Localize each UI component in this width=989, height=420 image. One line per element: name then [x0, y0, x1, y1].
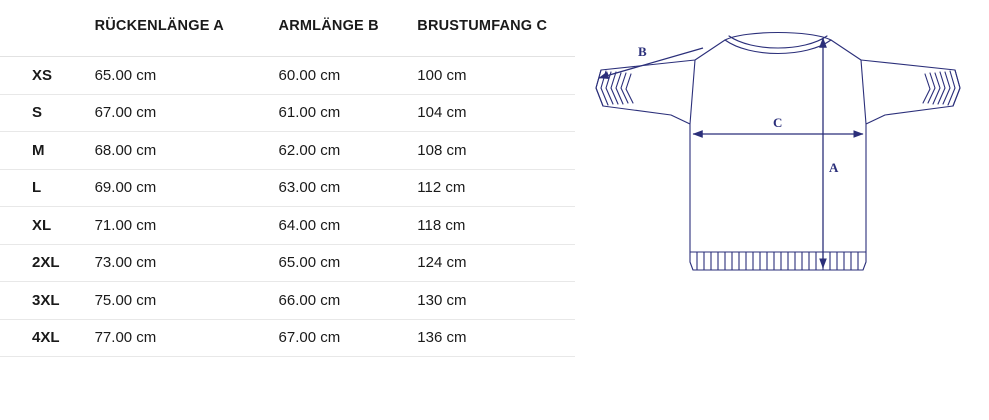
- cell-chest: 136 cm: [417, 319, 575, 357]
- cell-back-length: 71.00 cm: [95, 207, 279, 245]
- cell-size: XS: [0, 57, 95, 95]
- cell-back-length: 67.00 cm: [95, 94, 279, 132]
- cell-sleeve-length: 62.00 cm: [279, 132, 418, 170]
- table-row: [0, 282, 575, 320]
- table-row: [0, 169, 575, 207]
- cell-sleeve-length: 64.00 cm: [279, 207, 418, 245]
- cell-size: S: [0, 94, 95, 132]
- cell-chest: 118 cm: [417, 207, 575, 245]
- table-row: [0, 94, 575, 132]
- cell-sleeve-length: 60.00 cm: [279, 57, 418, 95]
- column-header-sleeve-length: ARMLÄNGE B: [279, 0, 418, 57]
- size-table: [0, 0, 575, 357]
- cell-back-length: 65.00 cm: [95, 57, 279, 95]
- cell-chest: 100 cm: [417, 57, 575, 95]
- measure-label-a: A: [829, 160, 839, 175]
- measure-label-c: C: [773, 115, 783, 130]
- cell-size: L: [0, 169, 95, 207]
- column-header-chest: BRUSTUMFANG C: [417, 0, 575, 57]
- cell-back-length: 68.00 cm: [95, 132, 279, 170]
- cell-chest: 124 cm: [417, 244, 575, 282]
- cell-size: 2XL: [0, 244, 95, 282]
- cell-sleeve-length: 67.00 cm: [279, 319, 418, 357]
- garment-diagram: [575, 0, 989, 420]
- cell-chest: 108 cm: [417, 132, 575, 170]
- table-row: [0, 319, 575, 357]
- table-header-row: [0, 0, 575, 57]
- measure-arrow-b: [599, 48, 703, 78]
- table-row: [0, 132, 575, 170]
- cell-size: 3XL: [0, 282, 95, 320]
- cell-back-length: 75.00 cm: [95, 282, 279, 320]
- cell-chest: 112 cm: [417, 169, 575, 207]
- column-header-back-length: RÜCKENLÄNGE A: [95, 0, 279, 57]
- table-head: [0, 0, 575, 57]
- table-body: [0, 57, 575, 357]
- cell-sleeve-length: 61.00 cm: [279, 94, 418, 132]
- sweatshirt-outline-icon: [596, 33, 960, 271]
- cell-sleeve-length: 65.00 cm: [279, 244, 418, 282]
- table-row: [0, 57, 575, 95]
- measure-label-b: B: [638, 44, 647, 59]
- cell-size: M: [0, 132, 95, 170]
- table-row: [0, 207, 575, 245]
- cell-back-length: 77.00 cm: [95, 319, 279, 357]
- cell-back-length: 69.00 cm: [95, 169, 279, 207]
- cell-sleeve-length: 66.00 cm: [279, 282, 418, 320]
- cell-back-length: 73.00 cm: [95, 244, 279, 282]
- table-row: [0, 244, 575, 282]
- column-header-size: [0, 0, 95, 57]
- cell-sleeve-length: 63.00 cm: [279, 169, 418, 207]
- cell-chest: 130 cm: [417, 282, 575, 320]
- cell-chest: 104 cm: [417, 94, 575, 132]
- cell-size: XL: [0, 207, 95, 245]
- cell-size: 4XL: [0, 319, 95, 357]
